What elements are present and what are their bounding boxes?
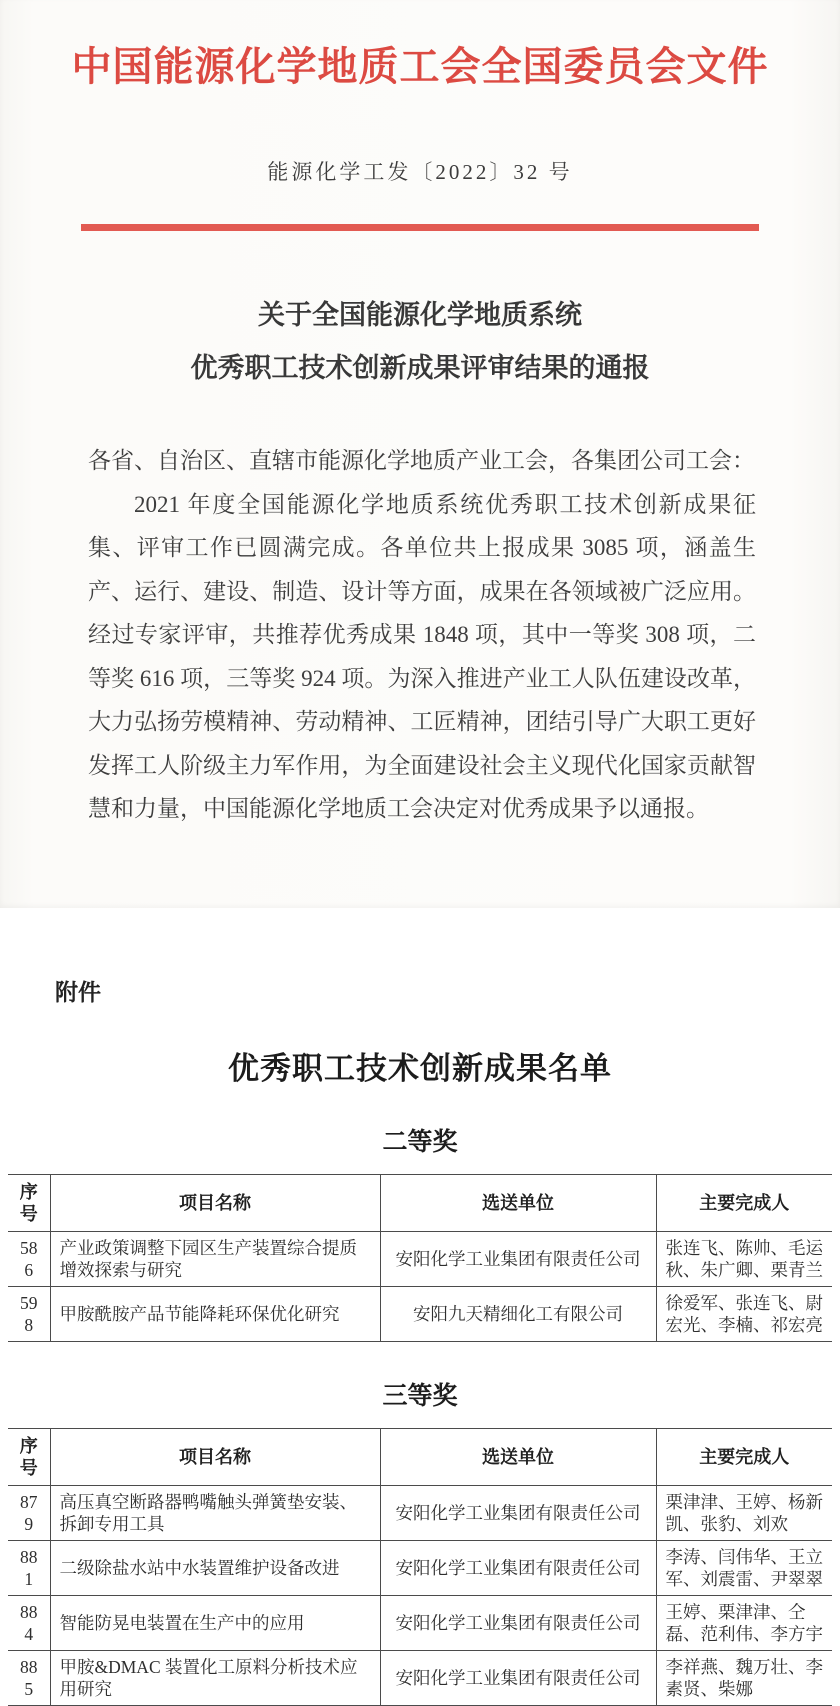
project-cell: 二级除盐水站中水装置维护设备改进: [50, 1541, 380, 1596]
column-header: 序号: [8, 1429, 50, 1486]
serial-cell: 879: [8, 1486, 50, 1541]
column-header: 主要完成人: [656, 1429, 832, 1486]
project-cell: 智能防晃电装置在生产中的应用: [50, 1596, 380, 1651]
table-header-row: [8, 1175, 832, 1232]
serial-cell: 885: [8, 1651, 50, 1706]
table-row: [8, 1232, 832, 1287]
contributors-cell: 张连飞、陈帅、毛运秋、朱广卿、栗青兰: [656, 1232, 832, 1287]
serial-cell: 881: [8, 1541, 50, 1596]
column-header: 序号: [8, 1175, 50, 1232]
project-cell: 甲胺酰胺产品节能降耗环保优化研究: [50, 1287, 380, 1342]
third-prize-heading: 三等奖: [382, 1383, 458, 1410]
column-header: 主要完成人: [656, 1175, 832, 1232]
column-header: 选送单位: [380, 1429, 656, 1486]
third-prize-table: [8, 1428, 832, 1706]
contributors-cell: 王婷、栗津津、仝磊、范利伟、李方宇: [656, 1596, 832, 1651]
attachment-label: 附件: [55, 980, 101, 1005]
column-header: 项目名称: [50, 1175, 380, 1232]
table-row: [8, 1651, 832, 1706]
second-prize-heading: 二等奖: [382, 1129, 458, 1156]
document-salutation: 各省、自治区、直辖市能源化学地质产业工会，各集团公司工会：: [88, 448, 755, 473]
contributors-cell: 栗津津、王婷、杨新凯、张豹、刘欢: [656, 1486, 832, 1541]
project-cell: 产业政策调整下园区生产装置综合提质增效探索与研究: [50, 1232, 380, 1287]
serial-cell: 884: [8, 1596, 50, 1651]
contributors-cell: 李祥燕、魏万壮、李素贤、柴娜: [656, 1651, 832, 1706]
attachment-page: [0, 908, 840, 1706]
organization-cell: 安阳化学工业集团有限责任公司: [380, 1232, 656, 1287]
document-title-line1: 关于全国能源化学地质系统: [258, 300, 582, 330]
second-prize-table: [8, 1174, 832, 1342]
column-header: 选送单位: [380, 1175, 656, 1232]
contributors-cell: 徐爱军、张连飞、尉宏光、李楠、祁宏亮: [656, 1287, 832, 1342]
document-paragraph: 2021 年度全国能源化学地质系统优秀职工技术创新成果征集、评审工作已圆满完成。各单位共上报成果 3085 项，涵盖生产、运行、建设、制造、设计等方面，成果在各领域被广泛应用。经过专家评审，共推荐优秀成果 1848 项，其中一等奖 308 项，二等奖 616 项，三等奖 924 项。为深入推进产业工人队伍建设改革，大力弘扬劳模精神、劳动精神、工匠精神，团结引导广大职工更好发挥工人阶级主力军作用，为全面建设社会主义现代化国家贡献智慧和力量，中国能源化学地质工会决定对优秀成果予以通报。: [88, 491, 756, 821]
organization-cell: 安阳九天精细化工有限公司: [380, 1287, 656, 1342]
organization-cell: 安阳化学工业集团有限责任公司: [380, 1541, 656, 1596]
table-header-row: [8, 1429, 832, 1486]
serial-cell: 598: [8, 1287, 50, 1342]
project-cell: 高压真空断路器鸭嘴触头弹簧垫安装、拆卸专用工具: [50, 1486, 380, 1541]
serial-cell: 586: [8, 1232, 50, 1287]
organization-cell: 安阳化学工业集团有限责任公司: [380, 1486, 656, 1541]
table-row: [8, 1541, 832, 1596]
table-row: [8, 1486, 832, 1541]
contributors-cell: 李涛、闫伟华、王立军、刘震雷、尹翠翠: [656, 1541, 832, 1596]
document-number: 能源化学工发〔2022〕32 号: [267, 160, 573, 184]
document-title-line2: 优秀职工技术创新成果评审结果的通报: [190, 353, 650, 383]
organization-cell: 安阳化学工业集团有限责任公司: [380, 1596, 656, 1651]
document-title: [0, 289, 840, 395]
document-body: [88, 439, 756, 831]
red-divider-rule: [81, 224, 759, 231]
table-row: [8, 1287, 832, 1342]
attachment-title: 优秀职工技术创新成果名单: [228, 1051, 612, 1086]
table-row: [8, 1596, 832, 1651]
project-cell: 甲胺&DMAC 装置化工原料分析技术应用研究: [50, 1651, 380, 1706]
document-masthead: 中国能源化学地质工会全国委员会文件: [71, 44, 769, 89]
organization-cell: 安阳化学工业集团有限责任公司: [380, 1651, 656, 1706]
column-header: 项目名称: [50, 1429, 380, 1486]
